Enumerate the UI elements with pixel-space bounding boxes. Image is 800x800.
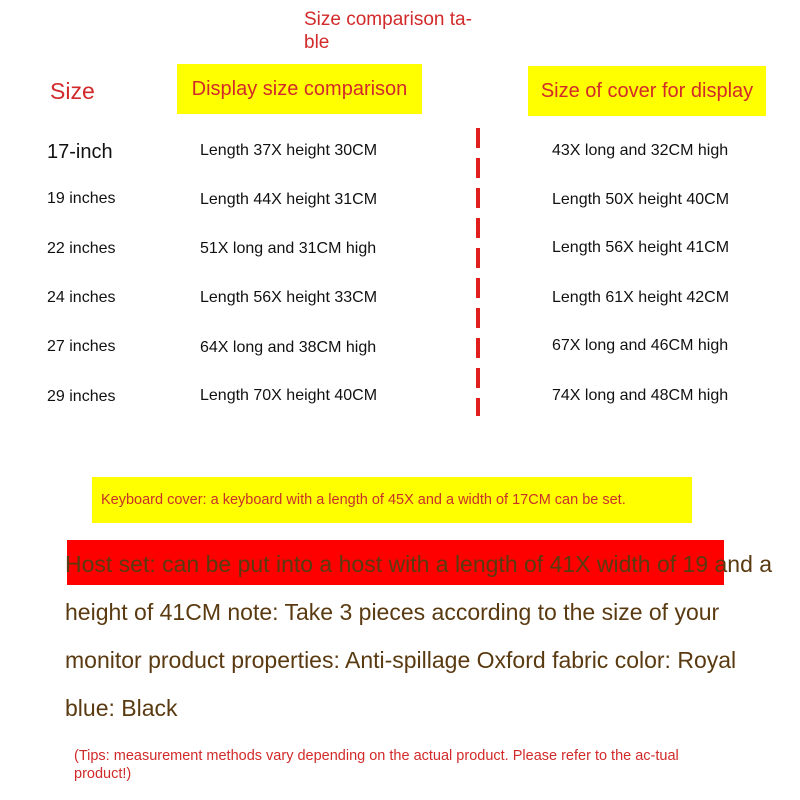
tips-note: (Tips: measurement methods vary depending on the actual product. Please refer to the ac-tual product!) (74, 748, 679, 782)
table-row-display: 64X long and 38CM high (200, 339, 377, 356)
table-row-cover: Length 56X height 41CM (552, 239, 730, 256)
table-row-size: 22 inches (47, 240, 116, 257)
page-title: Size comparison ta-ble (304, 9, 472, 53)
display-column-header: Display size comparison (177, 64, 422, 114)
host-set-note: Host set: can be put into a host with a length of 41X width of 19 and a height of 41CM note: Take 3 pieces according to the size of your monitor product properties: Anti-spillage Oxford fabric color: Royal blue: Black (65, 551, 773, 721)
table-row-size: 17-inch (47, 141, 113, 163)
keyboard-cover-note: Keyboard cover: a keyboard with a length of 45X and a width of 17CM can be set. (92, 477, 692, 523)
table-row-size: 24 inches (47, 289, 116, 306)
table-row-display: Length 44X height 31CM (200, 191, 378, 208)
table-row-size: 19 inches (47, 190, 116, 207)
table-row-display: Length 56X height 33CM (200, 289, 378, 306)
table-row-cover: 67X long and 46CM high (552, 337, 729, 354)
table-row-size: 29 inches (47, 388, 116, 405)
size-column-header: Size (50, 78, 95, 104)
table-row-cover: 74X long and 48CM high (552, 387, 729, 404)
table-row-display: Length 70X height 40CM (200, 387, 378, 404)
column-divider (476, 128, 480, 416)
table-row-cover: Length 50X height 40CM (552, 191, 730, 208)
cover-column-header: Size of cover for display (528, 66, 766, 116)
table-row-size: 27 inches (47, 338, 116, 355)
table-row-cover: Length 61X height 42CM (552, 289, 730, 306)
table-row-display: 51X long and 31CM high (200, 240, 377, 257)
table-row-display: Length 37X height 30CM (200, 142, 378, 159)
table-row-cover: 43X long and 32CM high (552, 142, 729, 159)
